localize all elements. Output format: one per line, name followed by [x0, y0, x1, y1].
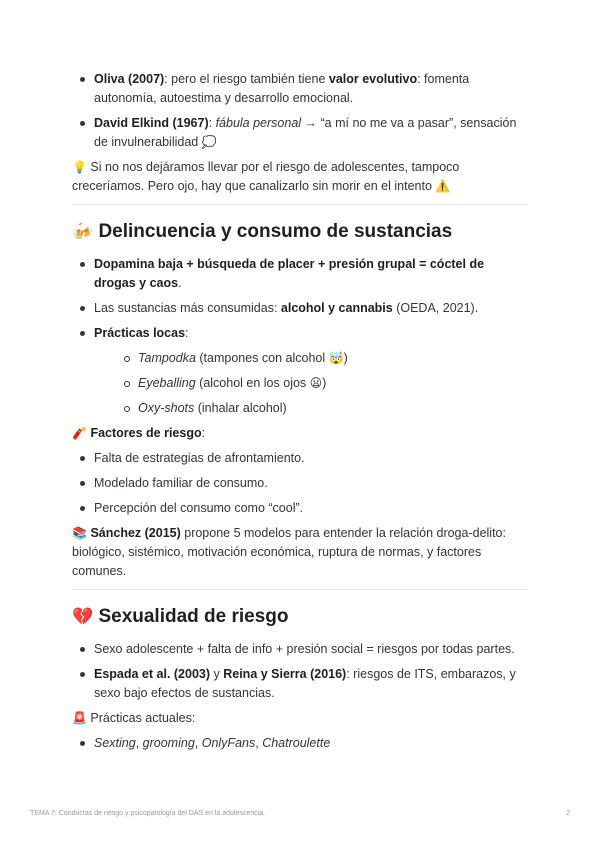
risk-factors-list [72, 449, 528, 518]
list-item: Sexting, grooming, OnlyFans, Chatroulette [72, 734, 528, 753]
page-content [72, 70, 528, 759]
books-icon: 📚 [72, 526, 87, 540]
divider [72, 204, 528, 205]
exploding-head-icon: 🤯 [328, 351, 344, 365]
top-list [72, 70, 528, 152]
sub-list-item: Eyeballing (alcohol en los ojos 😦) [116, 374, 528, 393]
list-item: Falta de estrategias de afrontamiento. [72, 449, 528, 468]
list-item: Modelado familiar de consumo. [72, 474, 528, 493]
lightbulb-icon: 💡 [72, 160, 87, 174]
list-item: David Elkind (1967): fábula personal → “a mí no me va a pasar”, sensación de invulnerabilidad 💭 [72, 114, 528, 152]
footer-text: TEMA 7: Conductas de riesgo y psicopatología del DAS en la adolescencia. [30, 810, 266, 817]
sub-list-item: Tampodka (tampones con alcohol 🤯) [116, 349, 528, 368]
sub-list-item: Oxy-shots (inhalar alcohol) [116, 399, 528, 418]
broken-heart-icon: 💔 [72, 607, 94, 626]
siren-icon: 🚨 [72, 711, 87, 725]
page-number: 2 [566, 810, 570, 817]
list-item: Percepción del consumo como “cool”. [72, 499, 528, 518]
divider [72, 589, 528, 590]
risk-factors-heading: 🧨 Factores de riesgo: [72, 426, 206, 440]
beer-mugs-icon: 🍻 [72, 222, 94, 241]
list-item: Oliva (2007): pero el riesgo también tiene valor evolutivo: fomenta autonomía, autoestima y desarrollo emocional. [72, 70, 528, 108]
sub-list [116, 349, 528, 418]
section1-list [72, 255, 528, 418]
sanchez-note: 📚 Sánchez (2015) propone 5 modelos para entender la relación droga-delito: biológico, sistémico, motivación económica, ruptura de normas, y factores comunes. [72, 526, 506, 578]
practices-heading: 🚨 Prácticas actuales: [72, 711, 196, 725]
page-footer [30, 810, 570, 817]
practices-list [72, 734, 528, 753]
list-item: Espada et al. (2003) y Reina y Sierra (2016): riesgos de ITS, embarazos, y sexo bajo efectos de sustancias. [72, 665, 528, 703]
firecracker-icon: 🧨 [72, 426, 87, 440]
list-item: Prácticas locas: Tampodka (tampones con alcohol 🤯) Eyeballing (alcohol en los ojos 😦) Oxy-shots (inhalar alcohol) [72, 324, 528, 418]
tip-paragraph: 💡 Si no nos dejáramos llevar por el riesgo de adolescentes, tampoco creceríamos. Pero ojo, hay que canalizarlo sin morir en el intento ⚠️ [72, 160, 460, 193]
frowning-face-icon: 😦 [309, 376, 323, 390]
thought-bubble-icon: 💭 [201, 135, 217, 149]
list-item: Dopamina baja + búsqueda de placer + presión grupal = cóctel de drogas y caos. [72, 255, 528, 293]
list-item: Las sustancias más consumidas: alcohol y cannabis (OEDA, 2021). [72, 299, 528, 318]
section-heading-sexualidad: 💔 Sexualidad de riesgo [72, 606, 289, 627]
section2-list [72, 640, 528, 703]
warning-icon: ⚠️ [435, 179, 451, 193]
list-item: Sexo adolescente + falta de info + presión social = riesgos por todas partes. [72, 640, 528, 659]
section-heading-delincuencia: 🍻 Delincuencia y consumo de sustancias [72, 221, 453, 242]
